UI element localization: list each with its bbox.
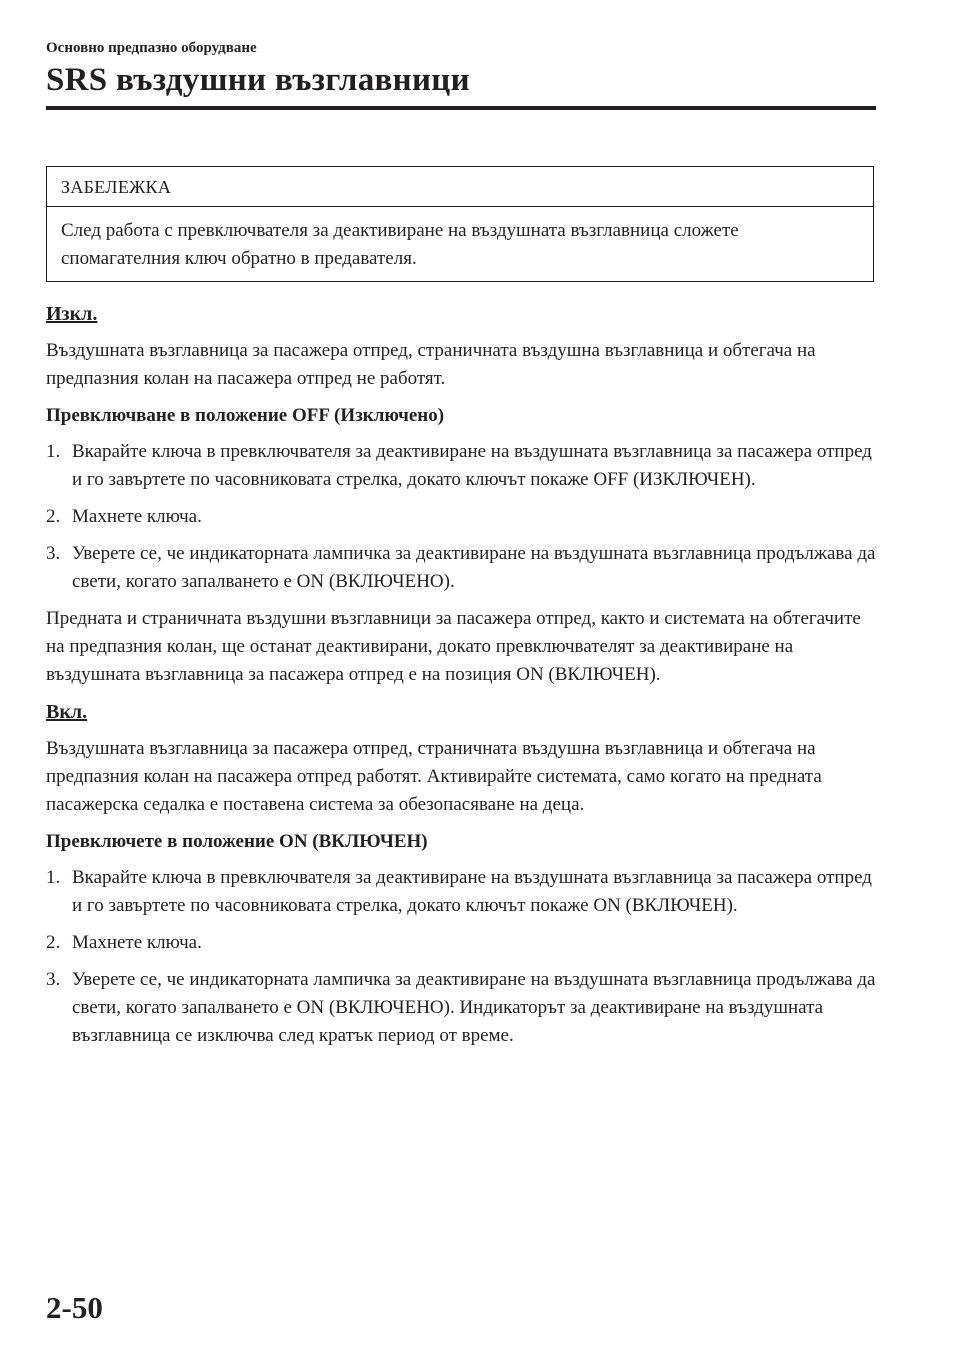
on-step [46, 966, 876, 1050]
on-intro: Въздушната възглавница за пасажера отпред, страничната въздушна възглавница и обтегача на предпазния колан на пасажера отпред работят. Активирайте системата, само когато на предната пасажерска седалка е поставена система за обезопасяване на деца. [46, 738, 822, 815]
page-number: 2-50 [46, 1290, 103, 1325]
off-step [46, 540, 876, 596]
step-number: 3. [46, 969, 61, 990]
off-step [46, 503, 876, 531]
note-text: След работа с превключвателя за деактивиране на въздушната възглавница сложете спомагателния ключ обратно в предавателя. [61, 220, 739, 269]
off-step [46, 438, 876, 494]
step-number: 1. [46, 867, 61, 888]
off-outro: Предната и страничната въздушни възглавници за пасажера отпред, както и системата на обтегачите на предпазния колан, ще останат деактивирани, докато превключвателят за деактивиране на въздушната възглавница за пасажера отпред е на позиция ON (ВКЛЮЧЕН). [46, 608, 861, 685]
on-procedure-heading: Превключете в положение ON (ВКЛЮЧЕН) [46, 831, 428, 852]
note-heading: ЗАБЕЛЕЖКА [47, 167, 873, 207]
off-steps-list [46, 438, 876, 596]
section-label: Основно предпазно оборудване [46, 40, 257, 56]
off-procedure-heading: Превключване в положение OFF (Изключено) [46, 405, 445, 426]
page-title: SRS въздушни възглавници [46, 62, 470, 98]
step-text: Уверете се, че индикаторната лампичка за деактивиране на въздушната възглавница продължава да свети, когато запалването е ON (ВКЛЮЧЕНО). Индикаторът за деактивиране на въздушната възглавница се изключва след кратък период от време. [72, 969, 876, 1046]
step-text: Махнете ключа. [72, 932, 202, 953]
step-text: Махнете ключа. [72, 506, 202, 527]
on-step [46, 929, 876, 957]
off-subhead: Изкл. [46, 303, 98, 325]
step-number: 2. [46, 932, 61, 953]
step-text: Уверете се, че индикаторната лампичка за деактивиране на въздушната възглавница продължава да свети, когато запалването е ON (ВКЛЮЧЕНО). [72, 543, 876, 592]
on-subhead: Вкл. [46, 701, 88, 723]
note-box [46, 166, 874, 282]
on-steps-list [46, 864, 876, 1050]
step-number: 2. [46, 506, 61, 527]
off-intro: Въздушната възглавница за пасажера отпред, страничната въздушна възглавница и обтегача на предпазния колан на пасажера отпред не работят. [46, 340, 816, 389]
step-text: Вкарайте ключа в превключвателя за деактивиране на въздушната възглавница за пасажера отпред и го завъртете по часовниковата стрелка, докато ключът покаже ON (ВКЛЮЧЕН). [72, 867, 872, 916]
on-step [46, 864, 876, 920]
step-text: Вкарайте ключа в превключвателя за деактивиране на въздушната възглавница за пасажера отпред и го завъртете по часовниковата стрелка, докато ключът покаже OFF (ИЗКЛЮЧЕН). [72, 441, 872, 490]
step-number: 1. [46, 441, 61, 462]
step-number: 3. [46, 543, 61, 564]
main-content [46, 300, 876, 1059]
title-divider [46, 106, 876, 110]
